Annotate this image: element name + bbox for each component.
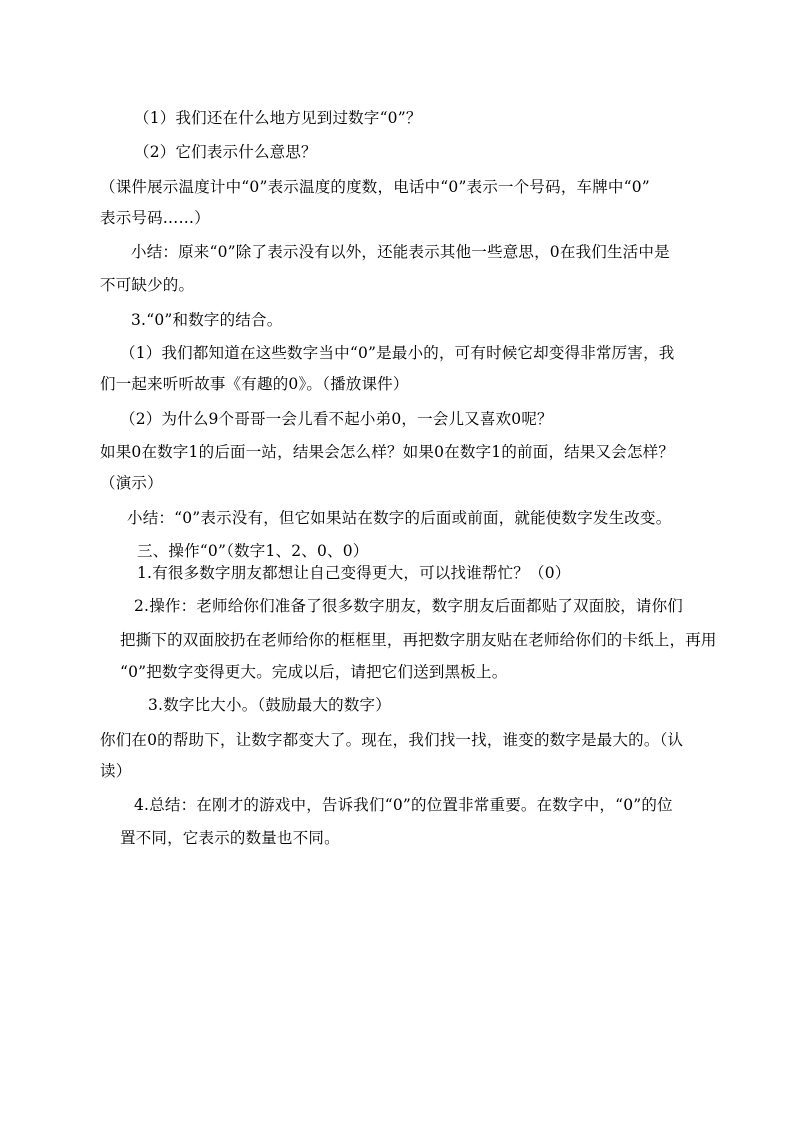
text-line-21: 读） [100, 762, 132, 780]
text-line-17: 把撕下的双面胶扔在老师给你的框框里，再把数字朋友贴在老师给你们的卡纸上，再用 [120, 631, 717, 649]
text-line-2: （2）它们表示什么意思？ [134, 143, 317, 161]
text-line-18: “0”把数字变得更大。完成以后，请把它们送到黑板上。 [120, 663, 508, 681]
text-line-22: 4.总结：在刚才的游戏中，告诉我们“0”的位置非常重要。在数字中，“0”的位 [134, 796, 673, 814]
text-line-1: （1）我们还在什么地方见到过数字“0”？ [134, 109, 422, 127]
text-line-11: 如果0在数字1的后面一站，结果会怎么样？如果0在数字1的前面，结果又会怎样？ [100, 443, 675, 461]
text-line-12: （演示） [100, 474, 163, 492]
text-line-10: （2）为什么9个哥哥一会儿看不起小弟0，一会儿又喜欢0呢？ [120, 410, 553, 428]
text-line-15: 1.有很多数字朋友都想让自己变得更大，可以找谁帮忙？（0） [137, 564, 571, 582]
text-line-5: 小结：原来“0”除了表示没有以外，还能表示其他一些意思，0在我们生活中是 [131, 243, 670, 261]
text-line-6: 不可缺少的。 [100, 276, 195, 294]
text-line-19: 3.数字比大小。（鼓励最大的数字） [148, 696, 391, 714]
text-line-3: （课件展示温度计中“0”表示温度的度数，电话中“0”表示一个号码，车牌中“0” [100, 178, 650, 196]
text-line-9: 们一起来听听故事《有趣的0》。（播放课件） [100, 375, 409, 393]
text-line-14: 三、操作“0”（数字1、2、0、0） [137, 542, 369, 560]
text-line-16: 2.操作：老师给你们准备了很多数字朋友，数字朋友后面都贴了双面胶，请你们 [134, 597, 683, 615]
text-line-23: 置不同，它表示的数量也不同。 [120, 829, 340, 847]
text-line-4: 表示号码……） [100, 209, 210, 227]
text-line-8: （1）我们都知道在这些数字当中“0”是最小的，可有时候它却变得非常厉害，我 [120, 344, 675, 362]
text-line-20: 你们在0的帮助下，让数字都变大了。现在，我们找一找，谁变的数字是最大的。（认 [100, 731, 684, 749]
text-line-13: 小结：“0”表示没有，但它如果站在数字的后面或前面，就能使数字发生改变。 [127, 509, 672, 527]
text-line-7: 3.“0”和数字的结合。 [131, 311, 283, 329]
